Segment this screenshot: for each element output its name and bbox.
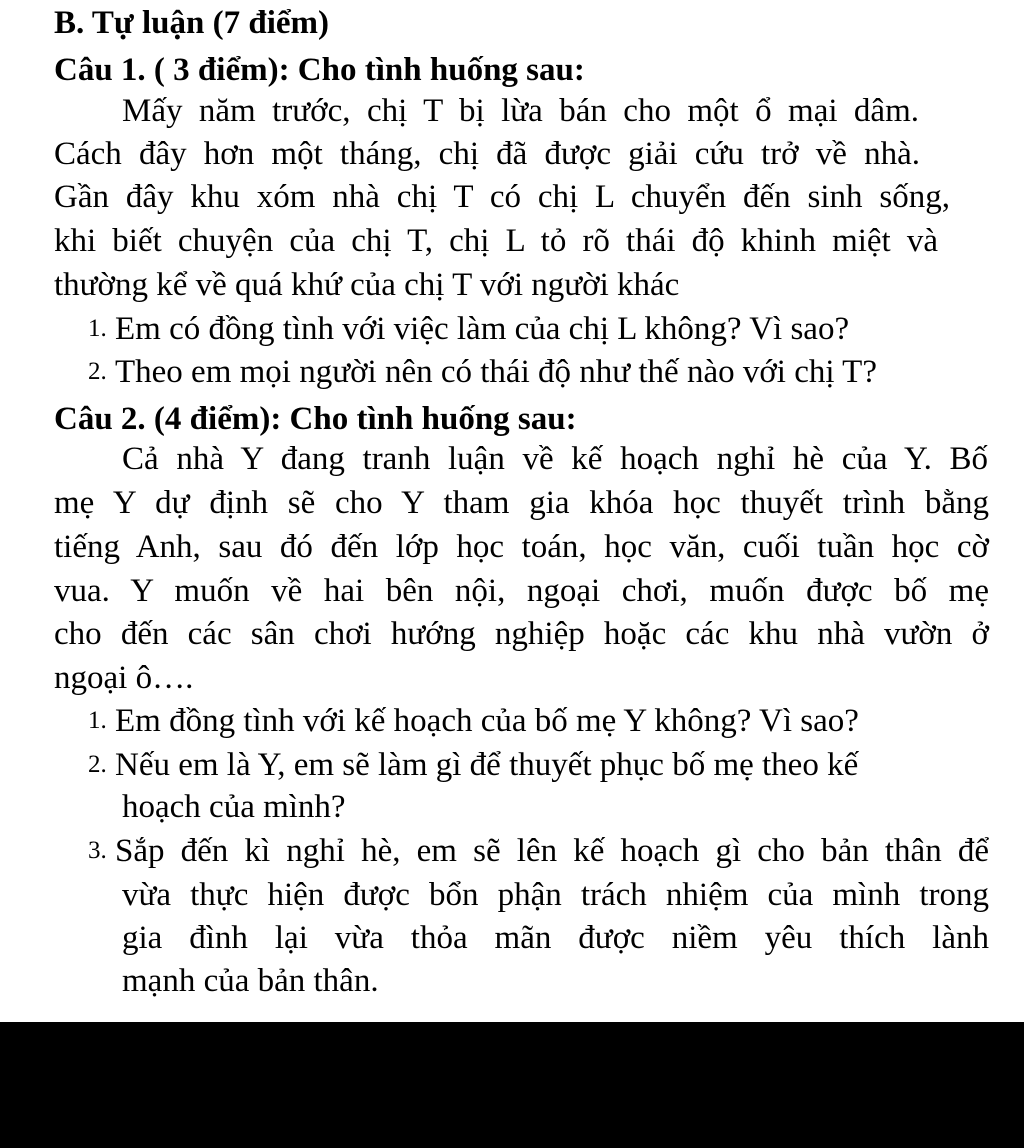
question-1-title: Câu 1. ( 3 điểm): Cho tình huống sau: <box>54 52 585 88</box>
question-2-item-text: vừa thực hiện được bổn phận trách nhiệm của mình trong <box>122 877 989 913</box>
question-2-paragraph-line: mẹ Y dự định sẽ cho Y tham gia khóa học thuyết trình bằng <box>54 485 989 521</box>
question-2-item-number: 1. <box>88 707 107 734</box>
question-1-paragraph-line: thường kể về quá khứ của chị T với người khác <box>54 267 680 303</box>
question-1-paragraph-line: Cách đây hơn một tháng, chị đã được giải cứu trở về nhà. <box>54 136 920 172</box>
question-2-paragraph-line: vua. Y muốn về hai bên nội, ngoại chơi, muốn được bố mẹ <box>54 573 989 609</box>
question-2-item-text: Nếu em là Y, em sẽ làm gì để thuyết phục bố mẹ theo kế <box>115 747 859 783</box>
question-1-paragraph-line: Gần đây khu xóm nhà chị T có chị L chuyển đến sinh sống, <box>54 179 950 215</box>
question-1-item-number: 1. <box>88 315 107 342</box>
question-2-item-text: Sắp đến kì nghỉ hè, em sẽ lên kế hoạch gì cho bản thân để <box>115 833 989 869</box>
question-1-item-text: Em có đồng tình với việc làm của chị L không? Vì sao? <box>115 311 850 347</box>
question-1-item-text: Theo em mọi người nên có thái độ như thế nào với chị T? <box>115 354 877 390</box>
question-2-item-text: Em đồng tình với kế hoạch của bố mẹ Y không? Vì sao? <box>115 703 859 739</box>
question-2-paragraph-line: Cả nhà Y đang tranh luận về kế hoạch nghỉ hè của Y. Bố <box>122 441 988 477</box>
question-2-paragraph-line: cho đến các sân chơi hướng nghiệp hoặc các khu nhà vườn ở <box>54 616 989 652</box>
section-title: B. Tự luận (7 điểm) <box>54 5 329 41</box>
question-2-item-number: 2. <box>88 751 107 778</box>
question-2-item-text: mạnh của bản thân. <box>122 963 379 999</box>
question-2-item-number: 3. <box>88 837 107 864</box>
question-2-title: Câu 2. (4 điểm): Cho tình huống sau: <box>54 401 577 437</box>
question-2-item-text: gia đình lại vừa thỏa mãn được niềm yêu thích lành <box>122 920 989 956</box>
question-1-item-number: 2. <box>88 358 107 385</box>
question-2-paragraph-line: tiếng Anh, sau đó đến lớp học toán, học văn, cuối tuần học cờ <box>54 529 989 565</box>
question-2-paragraph-line: ngoại ô…. <box>54 660 194 696</box>
question-1-paragraph-line: khi biết chuyện của chị T, chị L tỏ rõ thái độ khinh miệt và <box>54 223 938 259</box>
question-2-item-text: hoạch của mình? <box>122 789 346 825</box>
question-1-paragraph-line: Mấy năm trước, chị T bị lừa bán cho một ổ mại dâm. <box>122 93 919 129</box>
black-bottom-band <box>0 1022 1024 1148</box>
